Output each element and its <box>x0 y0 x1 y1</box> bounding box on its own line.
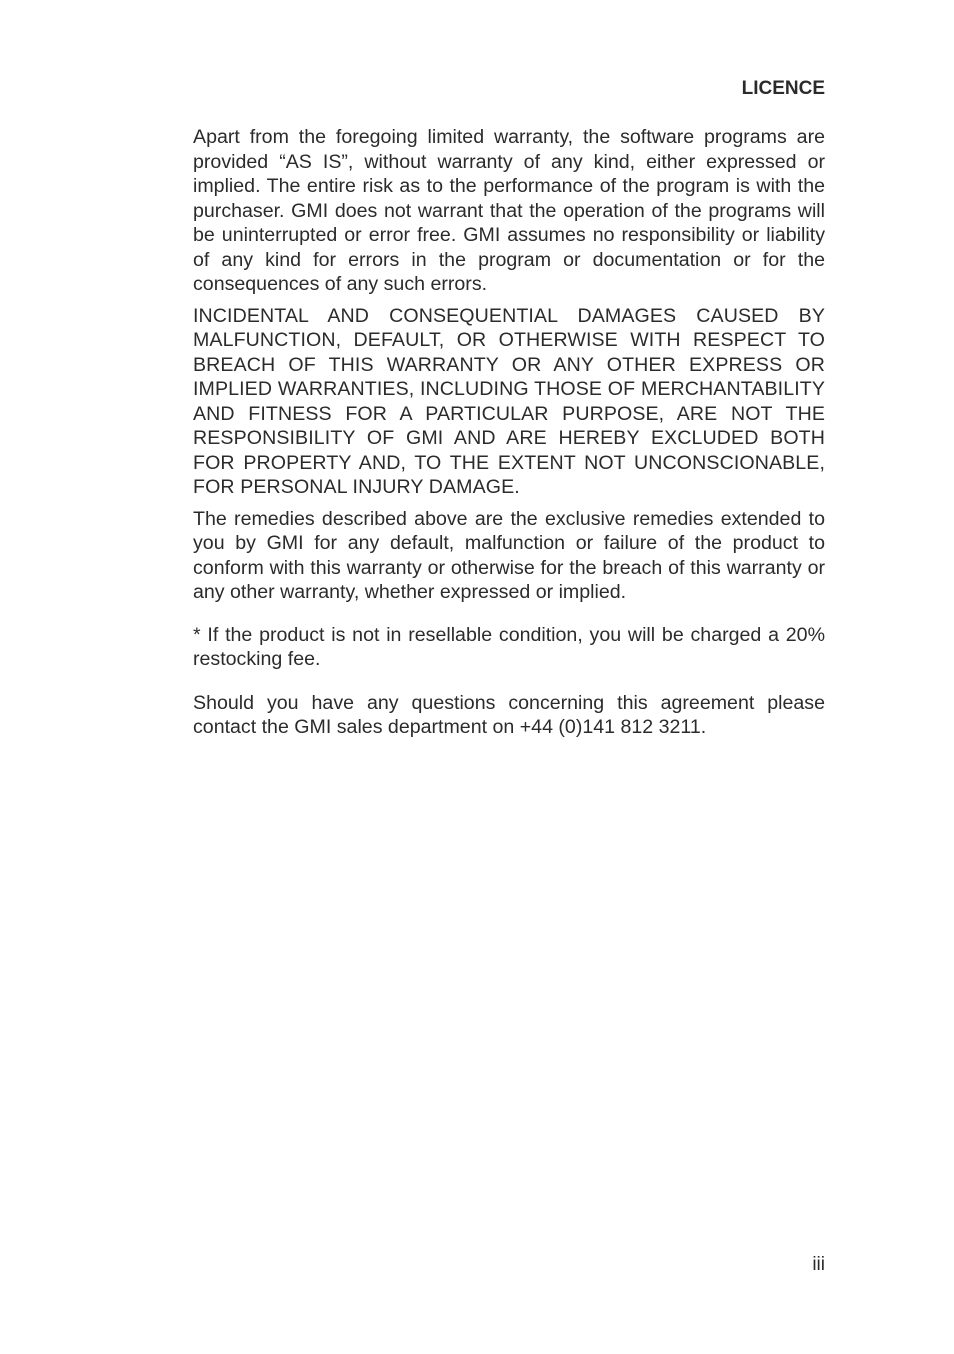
paragraph-damages-exclusion: INCIDENTAL AND CONSEQUENTIAL DAMAGES CAUSED BY MALFUNCTION, DEFAULT, OR OTHERWISE WITH RESPECT TO BREACH OF THIS WARRANTY OR ANY OTHER EXPRESS OR IMPLIED WARRANTIES, INCLUDING THOSE OF MERCHANTABILITY AND FITNESS FOR A PARTICULAR PURPOSE, ARE NOT THE RESPONSIBILITY OF GMI AND ARE HEREBY EXCLUDED BOTH FOR PROPERTY AND, TO THE EXTENT NOT UNCONSCIONABLE, FOR PERSONAL INJURY DAMAGE. <box>193 304 825 498</box>
page-number: iii <box>812 1254 825 1275</box>
paragraph-exclusive-remedies: The remedies described above are the exclusive remedies extended to you by GMI for any default, malfunction or failure of the product to conform with this warranty or otherwise for the breach of this warranty or any other warranty, whether expressed or implied. <box>193 507 825 603</box>
paragraph-warranty-disclaimer: Apart from the foregoing limited warranty, the software programs are provided “AS IS”, without warranty of any kind, either expressed or implied. The entire risk as to the performance of the program is with the purchaser. GMI does not warrant that the operation of the programs will be uninterrupted or error free. GMI assumes no responsibility or liability of any kind for errors in the program or documentation or for the consequences of any such errors. <box>193 126 825 295</box>
running-head-title: LICENCE <box>741 78 825 99</box>
paragraph-contact-info: Should you have any questions concerning this agreement please contact the GMI sales department on +44 (0)141 812 3211. <box>193 691 825 738</box>
paragraph-restocking-fee: * If the product is not in resellable condition, you will be charged a 20% restocking fee. <box>193 623 825 670</box>
licence-body <box>193 125 825 740</box>
